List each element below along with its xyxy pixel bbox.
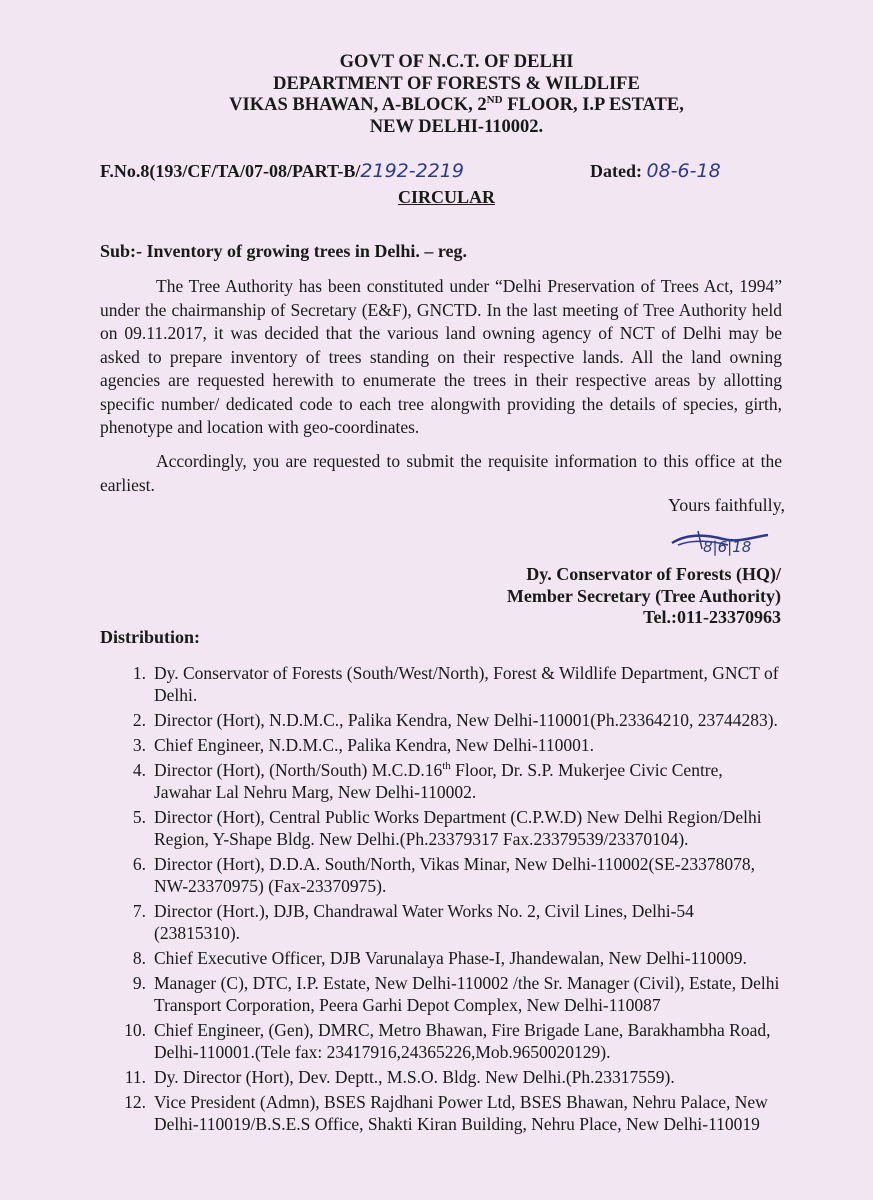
handwritten-dispatch-number: 2192-2219 xyxy=(360,160,464,182)
list-item: 10. Chief Engineer, (Gen), DMRC, Metro Bhawan, Fire Brigade Lane, Barakhambha Road, Delhi-110001.(Tele fax: 23417916,24365226,Mob.9650020129). xyxy=(124,1020,771,1062)
signatory-phone: Tel.:011-23370963 xyxy=(643,607,781,627)
handwritten-date: 08-6-18 xyxy=(646,160,721,182)
list-item: 6. Director (Hort), D.D.A. South/North, Vikas Minar, New Delhi-110002(SE-23378078, NW-23370975) (Fax-23370975). xyxy=(132,854,755,896)
list-item: 8. Chief Executive Officer, DJB Varunalaya Phase-I, Jhandewalan, New Delhi-110009. xyxy=(132,948,747,968)
body-paragraph-2: Accordingly, you are requested to submit the requisite information to this office at the earliest. xyxy=(100,451,782,495)
letterhead-govt: GOVT OF N.C.T. OF DELHI xyxy=(339,52,574,72)
subject-line: Sub:- Inventory of growing trees in Delhi. – reg. xyxy=(100,241,467,261)
file-number: F.No.8(193/CF/TA/07-08/PART-B/2192-2219 xyxy=(100,160,464,182)
signatory-block xyxy=(507,564,781,629)
letterhead-department: DEPARTMENT OF FORESTS & WILDLIFE xyxy=(273,73,640,94)
list-item: 5. Director (Hort), Central Public Works Department (C.P.W.D) New Delhi Region/Delhi Region, Y-Shape Bldg. New Delhi.(Ph.23379317 Fax.23379539/23370104). xyxy=(132,807,762,849)
document-title: CIRCULAR xyxy=(398,187,496,207)
letterhead xyxy=(0,52,873,138)
letterhead-city: NEW DELHI-110002. xyxy=(369,116,544,137)
letterhead-address: VIKAS BHAWAN, A-BLOCK, 2ND FLOOR, I.P ESTATE, xyxy=(229,93,684,115)
date-line: Dated: 08-6-18 xyxy=(590,160,721,182)
list-item: 11. Dy. Director (Hort), Dev. Deptt., M.S.O. Bldg. New Delhi.(Ph.23317559). xyxy=(124,1067,675,1087)
distribution-heading: Distribution: xyxy=(100,627,201,647)
handwritten-signature-date: 8|6|18 xyxy=(703,538,752,556)
list-item: 12. Vice President (Admn), BSES Rajdhani Power Ltd, BSES Bhawan, Nehru Palace, New Delhi-110019/B.S.E.S Office, Shakti Kiran Building, Nehru Place, New Delhi-110019 xyxy=(124,1092,768,1134)
signatory-role: Member Secretary (Tree Authority) xyxy=(506,585,781,606)
list-item: 9. Manager (C), DTC, I.P. Estate, New Delhi-110002 /the Sr. Manager (Civil), Estate, Delhi Transport Corporation, Peera Garhi Depot Complex, New Delhi-110087 xyxy=(132,973,780,1015)
list-item: 3. Chief Engineer, N.D.M.C., Palika Kendra, New Delhi-110001. xyxy=(132,735,594,755)
list-item: 4. Director (Hort), (North/South) M.C.D.16th Floor, Dr. S.P. Mukerjee Civic Centre, Jawahar Lal Nehru Marg, New Delhi-110002. xyxy=(132,760,723,802)
list-item: 1. Dy. Conservator of Forests (South/West/North), Forest & Wildlife Department, GNCT of Delhi. xyxy=(132,663,779,705)
signatory-title: Dy. Conservator of Forests (HQ)/ xyxy=(526,564,781,584)
list-item: 7. Director (Hort.), DJB, Chandrawal Water Works No. 2, Civil Lines, Delhi-54 (23815310). xyxy=(132,901,694,943)
closing-salutation: Yours faithfully, xyxy=(668,495,786,515)
list-item: 2. Director (Hort), N.D.M.C., Palika Kendra, New Delhi-110001(Ph.23364210, 23744283). xyxy=(132,710,778,730)
body-paragraph-1: The Tree Authority has been constituted under “Delhi Preservation of Trees Act, 1994” under the chairmanship of Secretary (E&F), GNCTD. In the last meeting of Tree Authority held on 09.11.2017, it was decided that the various land owning agency of NCT of Delhi may be asked to prepare inventory of trees standing on their respective lands. All the land owning agencies are requested herewith to enumerate the trees in their respective areas by allotting specific number/ dedicated code to each tree alongwith providing the details of species, girth, phenotype and location with geo-coordinates. xyxy=(100,276,782,437)
distribution-list xyxy=(112,662,784,1138)
